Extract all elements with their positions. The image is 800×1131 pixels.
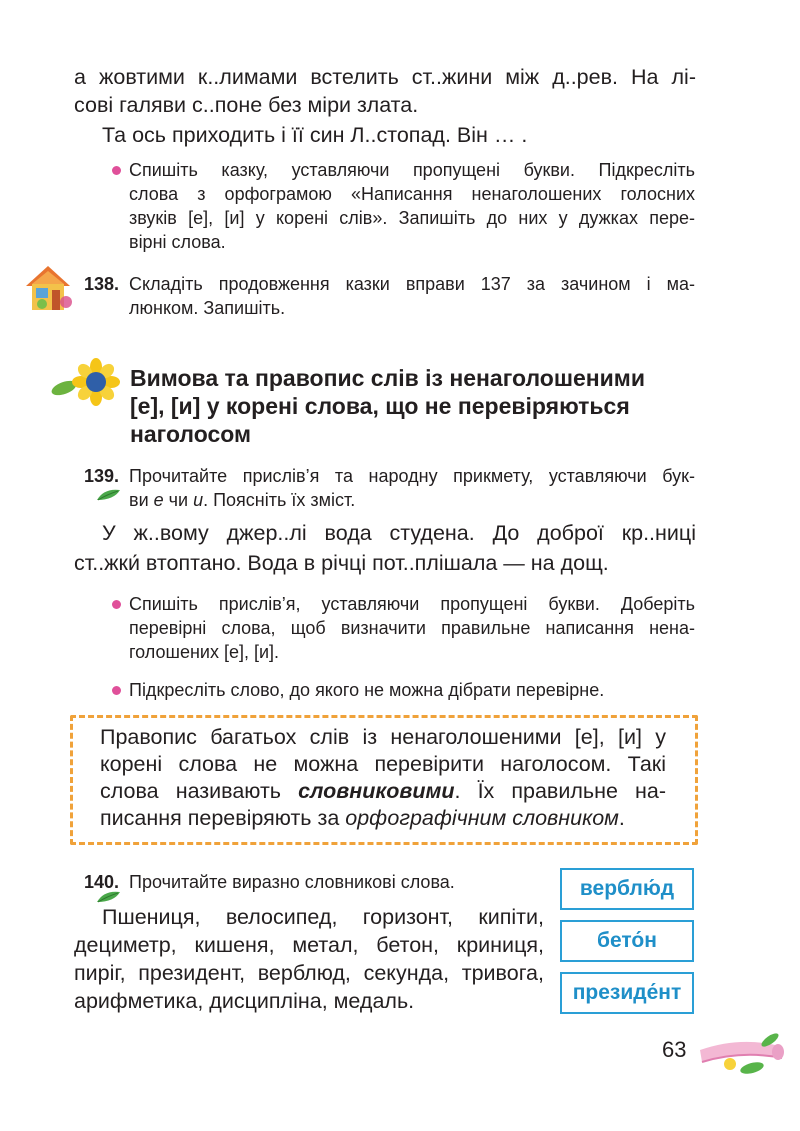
story-line-1: а жовтими к..лимами встелить ст..жини між д..рев. На лі- xyxy=(74,65,696,89)
story-line-2: сові галяви с..поне без міри злата. xyxy=(74,93,419,117)
dictionary-word-box: президе́нт xyxy=(560,972,694,1014)
exercise-instruction: Прочитайте виразно словникові слова. xyxy=(129,872,455,892)
task-line: перевірні слова, щоб визначити правильне написання нена- xyxy=(129,618,695,638)
rule-line-2: корені слова не можна перевірити наголосом. Такі xyxy=(100,752,666,776)
proverb-line-2: ст..жки́ втоптано. Вода в річці пот..плішала — на дощ. xyxy=(74,551,609,575)
bullet-icon xyxy=(112,600,121,609)
dictionary-word-box: верблю́д xyxy=(560,868,694,910)
dictionary-word-box: бето́н xyxy=(560,920,694,962)
exercise-number-139: 139. xyxy=(84,466,120,486)
task-line: Спишіть прислів’я, уставляючи пропущені букви. Доберіть xyxy=(129,594,695,614)
task-line: голошених [е], [и]. xyxy=(129,642,280,662)
rule-line-1: Правопис багатьох слів із ненаголошеними [е], [и] у xyxy=(100,725,666,749)
task-line: звуків [е], [и] у корені слів». Запишіть до них у дужках пере- xyxy=(129,208,695,228)
words-line-2: дециметр, кишеня, метал, бетон, криниця, xyxy=(74,933,544,957)
exercise-number-138: 138. xyxy=(84,274,120,294)
task-line: слова з орфограмою «Написання ненаголошених голосних xyxy=(129,184,695,204)
leaf-icon xyxy=(96,488,122,502)
bullet-icon xyxy=(112,686,121,695)
house-icon xyxy=(22,262,74,312)
section-heading-line-1: Вимова та правопис слів із ненаголошеними xyxy=(130,365,645,391)
words-line-1: Пшениця, велосипед, горизонт, кипіти, xyxy=(102,905,544,929)
words-line-4: арифметика, дисципліна, медаль. xyxy=(74,989,415,1013)
task-line: Підкресліть слово, до якого не можна дібрати перевірне. xyxy=(129,680,605,700)
sunflower-icon xyxy=(50,358,122,408)
exercise-line: люнком. Запишіть. xyxy=(129,298,286,318)
section-heading-line-2: [е], [и] у корені слова, що не перевіряються xyxy=(130,393,630,419)
proverb-line-1: У ж..вому джер..лі вода студена. До доброї кр..ниці xyxy=(102,521,696,545)
exercise-line: Складіть продовження казки вправи 137 за зачином і ма- xyxy=(129,274,695,294)
words-line-3: пиріг, президент, верблюд, секунда, тривога, xyxy=(74,961,544,985)
exercise-line: Прочитайте прислів’я та народну прикмету, уставляючи бук- xyxy=(129,466,695,486)
page-number: 63 xyxy=(662,1037,687,1062)
scroll-decoration-icon xyxy=(690,1028,790,1078)
exercise-line: ви е чи и. Поясніть їх зміст. xyxy=(129,490,356,510)
story-line-3: Та ось приходить і її син Л..стопад. Він … . xyxy=(102,123,528,147)
section-heading-line-3: наголосом xyxy=(130,421,252,447)
rule-line-4: писання перевіряють за орфографічним словником. xyxy=(100,806,625,830)
task-line: Спишіть казку, уставляючи пропущені букви. Підкресліть xyxy=(129,160,695,180)
task-line: вірні слова. xyxy=(129,232,226,252)
rule-line-3: слова називають словниковими. Їх правильне на- xyxy=(100,779,666,803)
bullet-icon xyxy=(112,166,121,175)
exercise-number-140: 140. xyxy=(84,872,120,892)
